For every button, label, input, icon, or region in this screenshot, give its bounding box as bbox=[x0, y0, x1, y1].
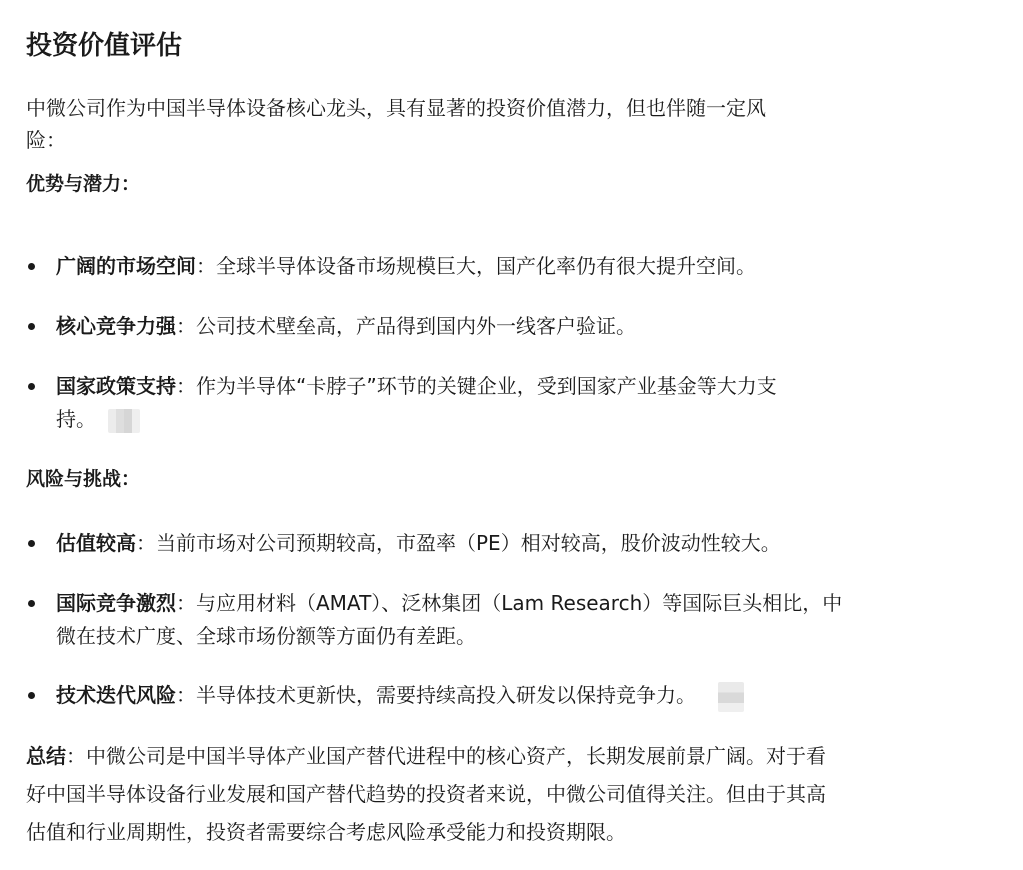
item-label: 技术迭代风险 bbox=[56, 683, 176, 707]
item-text-continued: 微在技术广度、全球市场份额等方面仍有差距。 bbox=[56, 624, 476, 648]
page-title: 投资价值评估 bbox=[26, 31, 183, 61]
summary-line-3: 估值和行业周期性，投资者需要综合考虑风险承受能力和投资期限。 bbox=[26, 820, 626, 844]
summary-text: ：中微公司是中国半导体产业国产替代进程中的核心资产，长期发展前景广阔。对于看 bbox=[66, 744, 826, 768]
item-text: ：公司技术壁垒高，产品得到国内外一线客户验证。 bbox=[176, 314, 636, 338]
bullet-icon bbox=[28, 692, 35, 699]
risks-heading: 风险与挑战： bbox=[26, 468, 141, 490]
intro-line-2: 险： bbox=[26, 128, 66, 152]
bullet-icon bbox=[28, 383, 35, 390]
item-label: 国际竞争激烈 bbox=[56, 591, 176, 615]
bullet-icon bbox=[28, 323, 35, 330]
citation-thumbnail-icon[interactable] bbox=[108, 409, 140, 433]
citation-thumbnail-icon[interactable] bbox=[718, 682, 744, 712]
item-text: ：当前市场对公司预期较高，市盈率（PE）相对较高，股价波动性较大。 bbox=[136, 531, 781, 555]
summary-line-1 bbox=[26, 740, 826, 772]
advantages-heading: 优势与潜力： bbox=[26, 173, 141, 195]
item-text: ：与应用材料（AMAT）、泛林集团（Lam Research）等国际巨头相比，中 bbox=[176, 591, 843, 615]
item-label: 广阔的市场空间 bbox=[56, 254, 196, 278]
item-label: 核心竞争力强 bbox=[56, 314, 176, 338]
bullet-icon bbox=[28, 540, 35, 547]
item-label: 估值较高 bbox=[56, 531, 136, 555]
item-text: ：半导体技术更新快，需要持续高投入研发以保持竞争力。 bbox=[176, 683, 696, 707]
item-label: 国家政策支持 bbox=[56, 374, 176, 398]
bullet-icon bbox=[28, 600, 35, 607]
item-text: ：作为半导体“卡脖子”环节的关键企业，受到国家产业基金等大力支 bbox=[176, 374, 777, 398]
item-text: ：全球半导体设备市场规模巨大，国产化率仍有很大提升空间。 bbox=[196, 254, 756, 278]
bullet-icon bbox=[28, 263, 35, 270]
item-text-continued: 持。 bbox=[56, 407, 96, 431]
intro-line-1: 中微公司作为中国半导体设备核心龙头，具有显著的投资价值潜力，但也伴随一定风 bbox=[26, 96, 766, 120]
summary-line-2: 好中国半导体设备行业发展和国产替代趋势的投资者来说，中微公司值得关注。但由于其高 bbox=[26, 782, 826, 806]
summary-label: 总结 bbox=[26, 744, 66, 768]
